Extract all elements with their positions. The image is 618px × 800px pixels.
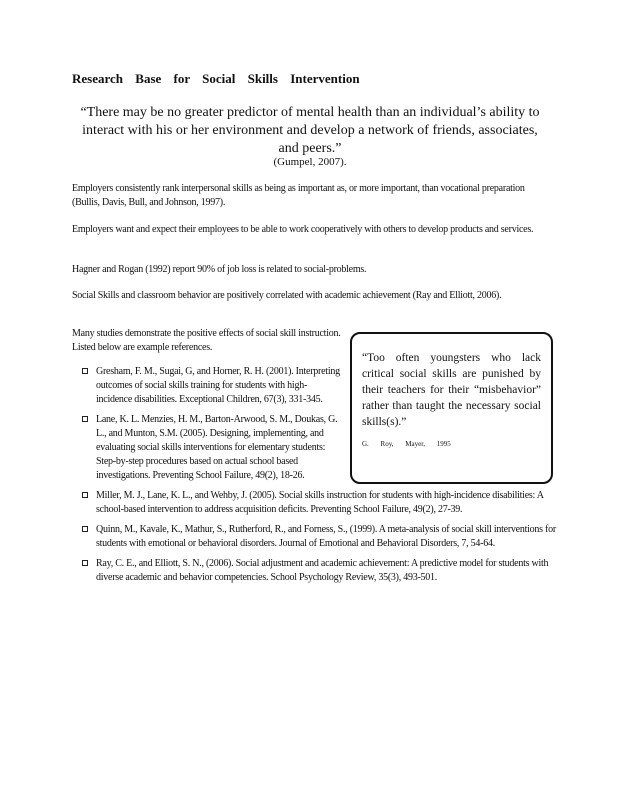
paragraph-job-loss: Hagner and Rogan (1992) report 90% of job loss is related to social-problems. bbox=[72, 264, 367, 275]
reference-text: Quinn, M., Kavale, K., Mathur, S., Rutherford, R., and Forness, S., (1999). A meta-analysis of social skill interventions for students with emotional or behavioral disorders. Journal of Emotional and Behavioral Disorders, 7, 54-64. bbox=[96, 524, 556, 549]
reference-item bbox=[72, 489, 566, 517]
reference-text: Gresham, F. M., Sugai, G, and Horner, R. H. (2001). Interpreting outcomes of social skills training for students with high-incidence disabilities. Exceptional Children, 67(3), 331-345. bbox=[96, 366, 340, 405]
paragraph-employers-rank: Employers consistently rank interpersonal skills as being as important as, or more important, than vocational preparation (Bullis, Davis, Bull, and Johnson, 1997). bbox=[72, 183, 525, 208]
callout-citation: G. Roy, Mayer, 1995 bbox=[362, 440, 451, 448]
opening-quote-citation: (Gumpel, 2007). bbox=[273, 156, 347, 168]
reference-text: Lane, K. L. Menzies, H. M., Barton-Arwood, S. M., Doukas, G. L., and Munton, S.M. (2005). Designing, implementing, and evaluating social skills interventions for elementary students: Step-by-step procedures based on actual school based investigations. Preventing School Failure, 49(2), 18-26. bbox=[96, 414, 338, 481]
reference-text: Miller, M. J., Lane, K. L., and Wehby, J. (2005). Social skills instruction for students with high-incidence disabilities: A school-based intervention to address acquisition deficits. Preventing School Failure, 49(2), 27-39. bbox=[96, 490, 544, 515]
checkbox-bullet-icon bbox=[82, 416, 88, 422]
paragraph-academic-achievement: Social Skills and classroom behavior are positively correlated with academic achievement (Ray and Elliott, 2006). bbox=[72, 290, 502, 301]
reference-item bbox=[72, 557, 566, 585]
reference-text: Ray, C. E., and Elliott, S. N., (2006). Social adjustment and academic achievement: A predictive model for students with diverse academic and behavior competencies. School Psychology Review, 35(3), 493-501. bbox=[96, 558, 549, 583]
checkbox-bullet-icon bbox=[82, 560, 88, 566]
checkbox-bullet-icon bbox=[82, 368, 88, 374]
reference-item bbox=[72, 413, 341, 483]
callout-box bbox=[350, 332, 553, 484]
reference-item bbox=[72, 365, 341, 407]
references-intro: Many studies demonstrate the positive effects of social skill instruction. Listed below are example references. bbox=[72, 328, 341, 353]
paragraph-employers-want: Employers want and expect their employees to be able to work cooperatively with others to develop products and services. bbox=[72, 224, 534, 235]
callout-quote: “Too often youngsters who lack critical social skills are punished by their teachers for their “misbehavior” rather than taught the necessary social skills(s).” bbox=[362, 352, 541, 428]
reference-item bbox=[72, 523, 566, 551]
checkbox-bullet-icon bbox=[82, 492, 88, 498]
opening-quote: “There may be no greater predictor of mental health than an individual’s ability to interact with his or her environment and develop a network of friends, associates, and peers.” bbox=[80, 105, 540, 156]
checkbox-bullet-icon bbox=[82, 526, 88, 532]
page-title: Research Base for Social Skills Intervention bbox=[72, 71, 360, 86]
